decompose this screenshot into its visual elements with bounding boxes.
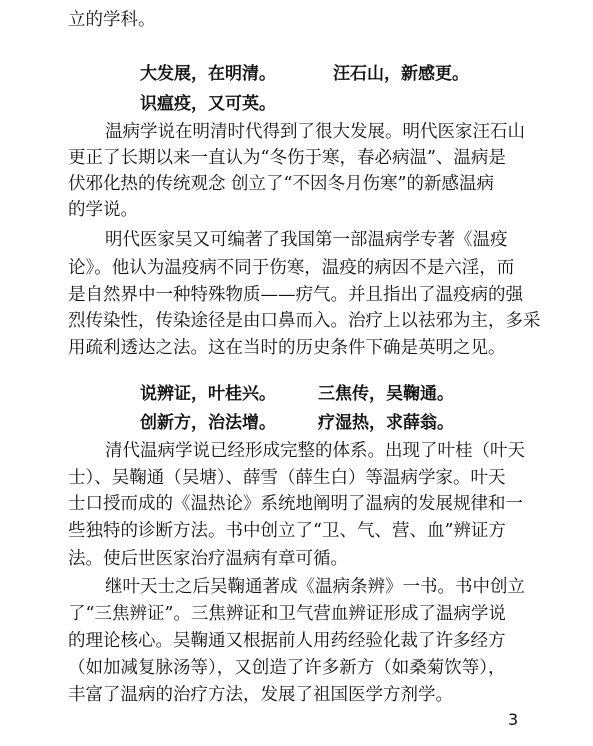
para4-line: 的理论核心。吴鞠通又根据前人用药经验化裁了许多经方 [68, 631, 506, 651]
para1-line: 温病学说在明清时代得到了很大发展。明代医家汪石山 [105, 122, 525, 142]
verse2-line2-left: 创新方，治法增。 [140, 413, 276, 433]
para4-line: 了“三焦辨证”。三焦辨证和卫气营血辨证形成了温病学说 [68, 604, 506, 624]
verse2-line1-right: 三焦传，吴鞠通。 [318, 384, 454, 404]
para2-line: 是自然界中一种特殊物质——疠气。并且指出了温疫病的强 [68, 285, 523, 305]
para2-line: 烈传染性，传染途径是由口鼻而入。治疗上以祛邪为主，多采 [68, 311, 541, 331]
verse2-line1-left: 说辨证，叶桂兴。 [140, 384, 276, 404]
verse2-line2-right: 疗湿热，求薛翁。 [318, 413, 454, 433]
para1-line: 伏邪化热的传统观念 创立了“不因冬月伤寒”的新感温病 [68, 174, 494, 194]
para3-line: 士）、吴鞠通（吴塘）、薛雪（薛生白）等温病学家。叶天 [68, 468, 506, 488]
para1-line: 的学说。 [68, 200, 138, 220]
verse1-line1-right: 汪石山，新感更。 [333, 64, 469, 84]
para2-line: 明代医家吴又可编著了我国第一部温病学专著《温疫 [105, 230, 508, 250]
para2-line: 论》。他认为温疫病不同于伤寒，温疫的病因不是六淫，而 [68, 258, 515, 278]
carryover-text: 立的学科。 [68, 10, 156, 30]
verse1-line1-left: 大发展，在明清。 [140, 64, 276, 84]
para3-line: 些独特的诊断方法。书中创立了“卫、气、营、血”辨证方 [68, 521, 506, 541]
para4-line: 丰富了温病的治疗方法，发展了祖国医学方剂学。 [68, 685, 453, 705]
para3-line: 士口授而成的《温热论》系统地阐明了温病的发展规律和一 [68, 494, 523, 514]
para4-line: （如加减复脉汤等），又创造了许多新方（如桑菊饮等）， [68, 658, 506, 678]
verse1-line2-left: 识瘟疫，又可英。 [140, 94, 276, 114]
page-number: 3 [508, 710, 519, 729]
para4-line: 继叶天士之后吴鞠通著成《温病条辨》一书。书中创立 [105, 577, 525, 597]
para2-line: 用疏利透达之法。这在当时的历史条件下确是英明之见。 [68, 338, 506, 358]
para1-line: 更正了长期以来一直认为“冬伤于寒，春必病温”、温病是 [68, 148, 506, 168]
para3-line: 清代温病学说已经形成完整的体系。出现了叶桂（叶天 [105, 441, 525, 461]
para3-line: 法。使后世医家治疗温病有章可循。 [68, 549, 348, 569]
